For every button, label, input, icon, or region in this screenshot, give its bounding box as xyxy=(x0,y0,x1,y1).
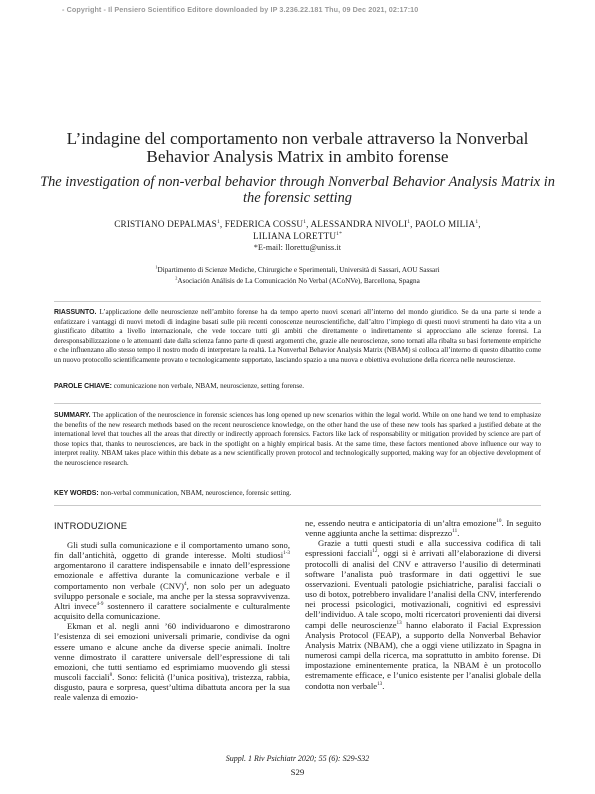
affiliation-marker: 1 xyxy=(216,218,220,225)
author-name: FEDERICA COSSU xyxy=(224,219,304,229)
summary-label: SUMMARY. xyxy=(54,412,91,419)
author-names-line1: CRISTIANO DEPALMAS$^1$, FEDERICA COSSU$^1$, ALESSANDRA NIVOLI$^1$, PAOLO MILIA$^1$, xyxy=(114,218,481,229)
summary-abstract xyxy=(54,411,541,468)
parole-chiave xyxy=(54,382,541,392)
author-name: ALESSANDRA NIVOLI xyxy=(310,219,408,229)
divider xyxy=(54,403,541,404)
author-names-line2 xyxy=(60,231,535,243)
paragraph: Ekman et al. negli anni ’60 individuarono e dimostrarono l’esistenza di sei emozioni universali primarie, condivise da ogni essere umano e alcune anche da diverse specie animali. Inoltre venne dimostrato il carattere universale dell’espressione di tali emozioni, che tutti sentiamo ed esprimiamo muovendo gli stessi muscoli facciali$^8$. Sono: felicità (l’unica positiva), tristezza, rabbia, disgusto, paura e sorpresa, quest’ultima dibattuta ancora per la sua reale valenza di emozio- xyxy=(54,621,290,703)
body-column-left xyxy=(54,540,290,703)
affiliation-1: $^1$Dipartimento di Scienze Mediche, Chirurgiche e Sperimentali, Università di Sassari, AOU Sassari xyxy=(155,264,440,274)
paragraph: Grazie a tutti questi studi e alla successiva codifica di tali espressioni facciali$^{12}$, oggi si è arrivati all’elaborazione di diversi protocolli di analisi del CNV e attraverso l’ausilio di determinati software l’analista può trasformare in dati oggettivi le sue osservazioni. Eventuali patologie psichiatriche, paralisi facciali o uso di botox, potrebbero invalidare l’analisi della CNV, interferendo nei processi psicologici, motivazionali, cognitivi ed espressivi dell’individuo. A tale scopo, molti ricercatori provenienti dai diversi campi delle neuroscienze$^{13}$ hanno elaborato il Facial Expression Analysis Protocol (FEAP), a supporto della Nonverbal Behavior Analysis Matrix (NBAM), che a oggi viene utilizzato in Spagna in numerosi campi della ricerca, ma soprattutto in ambito forense. Di impostazione eminentemente pratica, la NBAM è un protocollo estremamente efficace, e l’unico esistente per l’analisi globale della condotta non verbale$^{13}$. xyxy=(305,538,541,691)
key-words xyxy=(54,489,541,499)
author-name: LILIANA LORETTU xyxy=(253,230,337,241)
article-title-italian: L’indagine del comportamento non verbale attraverso la Nonverbal Behavior Analysis Matrix in ambito forense xyxy=(66,129,529,166)
section-heading-introduzione: INTRODUZIONE xyxy=(54,521,128,531)
summary-text: The application of the neuroscience in forensic sciences has long opened up new scenarios within the legal world. While on one hand we tend to emphasize the benefits of the new research methods based on the recent neuroscience knowledge, on the other hand the use of these new tools has sparked a justified debate at the international level that touches all the areas that directly or indirectly approach forensics. Factors like lack of responsability or mitigation provided by science are part of those topics that, thanks to neurosciences, are back in the spotlight on a highly empirical basis. At the same time, these factors mentioned above influence our way to interpret reality. NBAM takes place within this debate as a new scientifically proven protocol and technologically supported, making way for an objective development of the neuroscience research. xyxy=(54,411,541,467)
author-list xyxy=(60,219,535,254)
affiliations xyxy=(60,265,535,287)
paragraph: ne, essendo neutra e anticipatoria di un’altra emozione$^{10}$. In seguito venne aggiunta anche la settima: disprezzo$^{11}$. xyxy=(305,518,541,539)
parole-chiave-text: comunicazione non verbale, NBAM, neuroscienze, setting forense. xyxy=(113,382,305,390)
riassunto-abstract xyxy=(54,308,541,365)
copyright-watermark: - Copyright - Il Pensiero Scientifico Editore downloaded by IP 3.236.22.181 Thu, 09 Dec 2021, 02:17:10 xyxy=(62,5,419,14)
affiliation-marker: 1 xyxy=(303,218,307,225)
key-words-label: KEY WORDS: xyxy=(54,490,99,497)
parole-chiave-label: PAROLE CHIAVE: xyxy=(54,383,112,390)
author-name: PAOLO MILIA xyxy=(415,219,476,229)
body-column-right xyxy=(305,518,541,691)
affiliation-2: $^2$Asociación Análisis de La Comunicación No Verbal (ACoNVe), Barcellona, Spagna xyxy=(175,275,420,285)
article-title-english: The investigation of non-verbal behavior through Nonverbal Behavior Analysis Matrix in the forensic setting xyxy=(40,174,555,206)
author-name: CRISTIANO DEPALMAS xyxy=(114,219,217,229)
corresponding-email: *E-mail: llorettu@uniss.it xyxy=(253,243,342,252)
affiliation-marker: 1 xyxy=(475,218,479,225)
affiliation-marker: 1 xyxy=(407,218,411,225)
journal-citation-footer: Suppl. 1 Riv Psichiatr 2020; 55 (6): S29-S32 xyxy=(225,754,370,763)
key-words-text: non-verbal communication, NBAM, neuroscience, forensic setting. xyxy=(100,489,292,497)
divider xyxy=(54,505,541,506)
riassunto-label: RIASSUNTO. xyxy=(54,309,97,316)
divider xyxy=(54,301,541,302)
riassunto-text: L’applicazione delle neuroscienze nell’ambito forense ha da tempo aperto nuovi scenari all’interno del mondo giuridico. Se da una parte si tende a enfatizzare i vantaggi di nuovi metodi di indagine basati sulle più recenti conoscenze neuroscientifiche, dall’altro l’impiego di questi nuovi strumenti ha dato vita a un giustificato dibattito a livello internazionale, che vede toccare tutti gli ambiti che direttamente o indirettamente si approcciano alle scienze forensi. La deresponsabilizzazione o le attenuanti date dalla scienza fanno parte di questi argomenti che, grazie alle neuroscienze, sono tornati alla ribalta su basi fortemente empiriche e che influenzano allo stesso tempo il nostro modo di interpretare la realtà. La Nonverbal Behavior Analysis Matrix (NBAM) si colloca all’interno di questo dibattito come un nuovo protocollo scientificamente provato e tecnologicamente supportato, lasciando spazio a una nuova e obiettiva evoluzione della ricerca nelle neuroscienze. xyxy=(54,308,541,364)
affiliation-marker: 1* xyxy=(336,230,342,237)
paragraph: Gli studi sulla comunicazione e il comportamento umano sono, fin dall’antichità, oggetto di grande interesse. Molti studiosi$^{1-3}$ argomentarono il carattere indispensabile e innato dell’espressione emozionale e affettiva durante la comunicazione verbale e il comportamento non verbale (CNV)$^4$, non solo per un adeguato sviluppo personale e sociale, ma anche per la stessa sopravvivenza. Altri invece$^{4-9}$ sostennero il carattere socialmente e culturalmente acquisito della comunicazione. xyxy=(54,540,291,622)
page-number: S29 xyxy=(290,767,305,777)
